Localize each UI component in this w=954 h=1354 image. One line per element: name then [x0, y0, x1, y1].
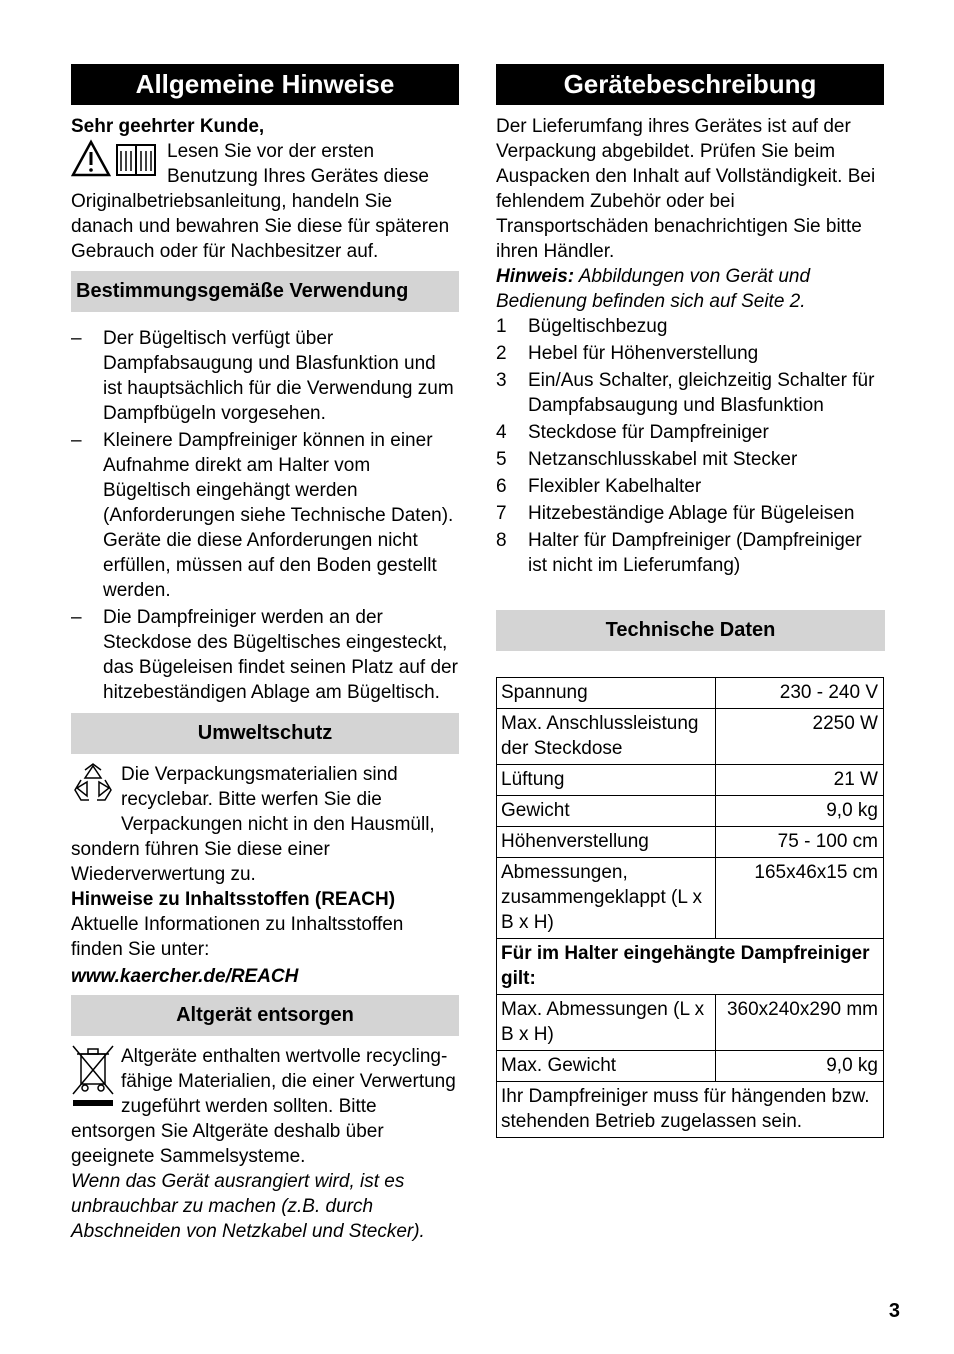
intended-use-list [71, 326, 459, 705]
reach-text: Aktuelle Informationen zu Inhaltsstoffen finden Sie unter: [71, 914, 404, 960]
description-note [496, 264, 885, 314]
description-intro: Der Lieferumfang ihres Gerätes ist auf der Verpackung abgebildet. Prüfen Sie beim Auspacken den Inhalt auf Vollständigkeit. Bei fehlendem Zubehör oder bei Transportschäden benachrichtigen Sie bitte ihren Händler. [496, 116, 876, 262]
section-heading-intended-use: Bestimmungsgemäße Verwendung [71, 271, 459, 312]
parts-list [496, 314, 885, 578]
disposal-block [71, 1044, 459, 1169]
right-column [496, 64, 885, 1138]
technical-data-table [496, 677, 884, 1138]
section-heading-description: Gerätebeschreibung [496, 64, 884, 105]
list-item: 8 Halter für Dampfreiniger (Dampfreiniger ist nicht im Lieferumfang) [496, 530, 862, 576]
list-item: – Der Bügeltisch verfügt über Dampfabsaugung und Blasfunktion und ist hauptsächlich für die Verwendung zum Dampfbügeln vorgesehen. [71, 328, 454, 424]
table-row: Gewicht 9,0 kg [497, 796, 884, 827]
intro-block [71, 139, 459, 264]
table-row: Max. Abmessungen (L x B x H) 360x240x290 mm [497, 995, 884, 1051]
section-heading-general: Allgemeine Hinweise [71, 64, 459, 105]
list-item: 3 Ein/Aus Schalter, gleichzeitig Schalter für Dampfabsaugung und Blasfunktion [496, 370, 875, 416]
list-item: 5 Netzanschlusskabel mit Stecker [496, 449, 798, 470]
disposal-text: Altgeräte enthalten wertvolle recyclingfähige Materialien, die einer Verwertung zugeführt werden sollten. Bitte entsorgen Sie Altgeräte deshalb über geeignete Sammelsysteme. [71, 1046, 456, 1167]
warning-manual-icon [71, 139, 161, 186]
recycle-icon [71, 762, 115, 813]
note-text: Abbildungen von Gerät und Bedienung befinden sich auf Seite 2. [496, 266, 811, 312]
page-number: 3 [888, 1300, 900, 1322]
table-row: Abmessungen, zusammengeklappt (L x B x H) 165x46x15 cm [497, 858, 884, 939]
list-item: 4 Steckdose für Dampfreiniger [496, 422, 769, 443]
table-footer-row: Ihr Dampfreiniger muss für hängenden bzw. stehenden Betrieb zugelassen sein. [497, 1082, 884, 1138]
table-row: Max. Anschlussleistung der Steckdose 2250 W [497, 709, 884, 765]
table-section-row: Für im Halter eingehängte Dampfreiniger gilt: [497, 939, 884, 995]
section-heading-technical-data: Technische Daten [496, 610, 885, 651]
table-row: Lüftung 21 W [497, 765, 884, 796]
left-column [71, 64, 459, 1244]
disposal-note: Wenn das Gerät ausrangiert wird, ist es unbrauchbar zu machen (z.B. durch Abschneiden von Netzkabel und Stecker). [71, 1171, 425, 1242]
list-item: 1 Bügeltischbezug [496, 316, 668, 337]
reach-heading: Hinweise zu Inhaltsstoffen (REACH) [71, 889, 396, 910]
list-item: 7 Hitzebeständige Ablage für Bügeleisen [496, 503, 855, 524]
environment-block [71, 762, 459, 887]
weee-bin-icon [71, 1044, 115, 1117]
environment-text: Die Verpackungsmaterialien sind recyclebar. Bitte werfen Sie die Verpackungen nicht in den Hausmüll, sondern führen Sie diese einer Wiederverwertung zu. [71, 764, 435, 885]
section-heading-environment: Umweltschutz [71, 713, 459, 754]
list-item: – Die Dampfreiniger werden an der Steckdose des Bügeltisches eingesteckt, das Bügeleisen findet seinen Platz auf der hitzebeständigen Ablage am Bügeltisch. [71, 607, 458, 703]
table-row: Max. Gewicht 9,0 kg [497, 1051, 884, 1082]
note-label: Hinweis: [496, 266, 575, 287]
reach-link[interactable]: www.kaercher.de/REACH [71, 966, 299, 987]
table-row: Spannung 230 - 240 V [497, 678, 884, 709]
list-item: – Kleinere Dampfreiniger können in einer Aufnahme direkt am Halter vom Bügeltisch eingehängt werden (Anforderungen siehe Technische Daten). Geräte die diese Anforderungen nicht erfüllen, müssen auf den Boden gestellt werden. [71, 430, 454, 601]
intro-text: Lesen Sie vor der ersten Benutzung Ihres Gerätes diese Originalbetriebsanleitung, handeln Sie danach und bewahren Sie diese für späteren Gebrauch oder für Nachbesitzer auf. [71, 141, 450, 262]
greeting: Sehr geehrter Kunde, [71, 116, 265, 137]
list-item: 2 Hebel für Höhenverstellung [496, 343, 759, 364]
section-heading-disposal: Altgerät entsorgen [71, 995, 459, 1036]
list-item: 6 Flexibler Kabelhalter [496, 476, 702, 497]
table-row: Höhenverstellung 75 - 100 cm [497, 827, 884, 858]
